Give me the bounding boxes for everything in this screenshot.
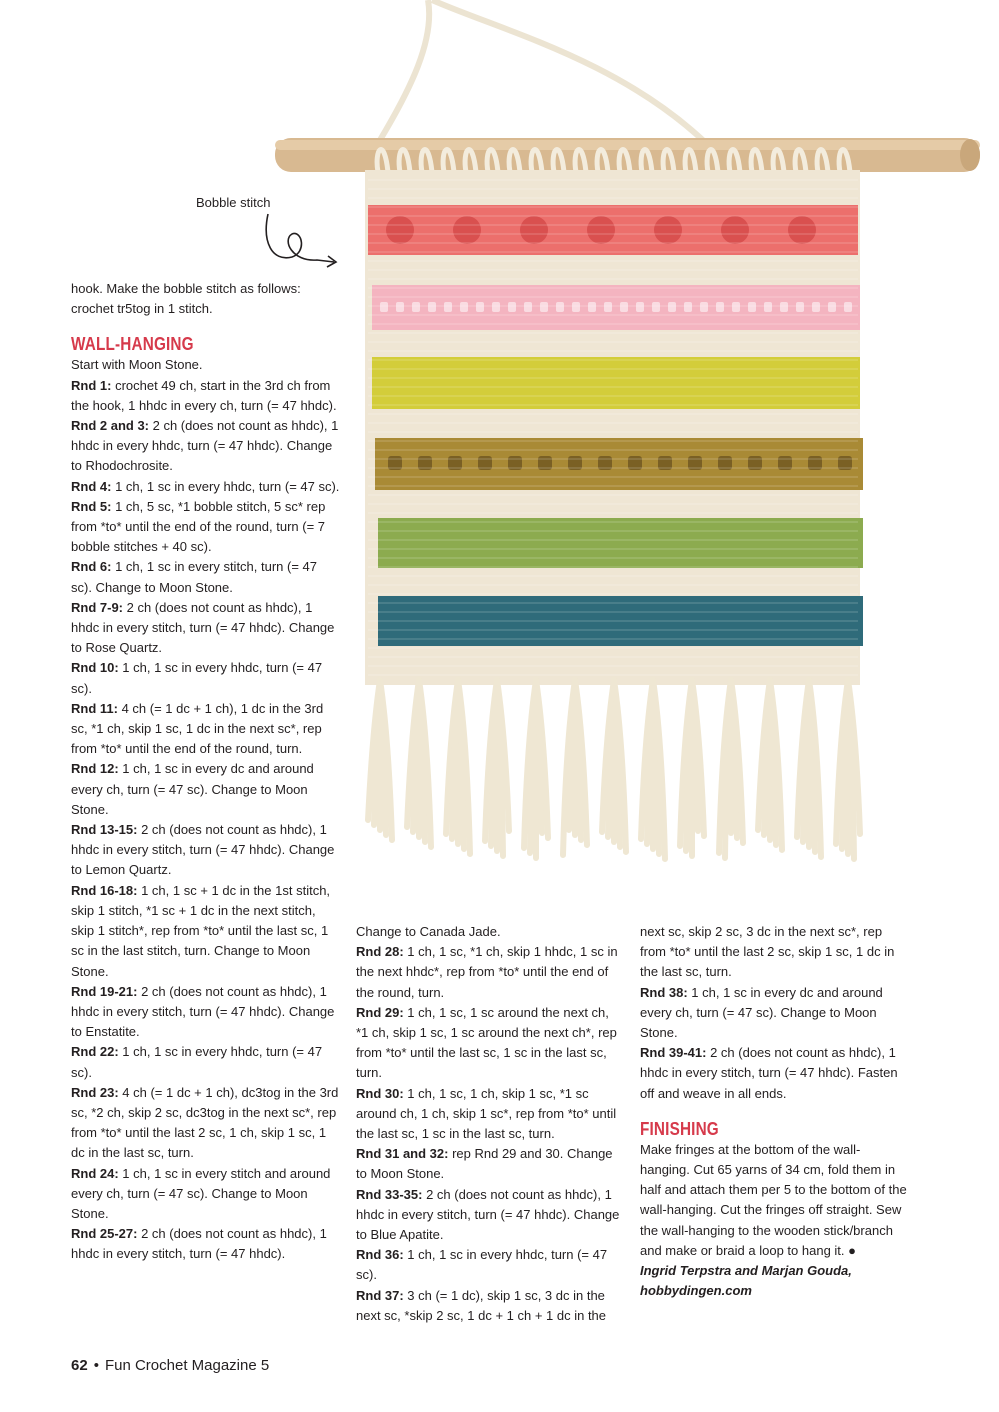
round-label: Rnd 33-35:: [356, 1186, 423, 1202]
round-label: Rnd 5:: [71, 498, 112, 514]
round-text: 1 ch, 1 sc, 1 sc around the next ch, *1 ch, skip 1 sc, 1 sc around the next ch*, rep from *to* until the last sc, 1 sc in the last sc, turn.: [356, 1004, 617, 1081]
round-label: Rnd 13-15:: [71, 822, 138, 838]
round-text: 1 ch, 1 sc in every stitch and around every ch, turn (= 47 sc). Change to Moon Stone.: [71, 1165, 331, 1221]
round-text: rep Rnd 29 and 30. Change to Moon Stone.: [356, 1146, 613, 1182]
round-instruction: [356, 942, 624, 1003]
round-label: Rnd 29:: [356, 1004, 404, 1020]
round-label: Rnd 19-21:: [71, 983, 138, 999]
round-instruction: [71, 376, 341, 416]
column-1: [71, 279, 341, 1265]
round-label: Rnd 10:: [71, 660, 119, 676]
round-label: Rnd 30:: [356, 1085, 404, 1101]
round-text: 3 ch (= 1 dc), skip 1 sc, 3 dc in the next sc, *skip 2 sc, 1 dc + 1 ch + 1 dc in the: [356, 1287, 607, 1323]
round-label: Rnd 7-9:: [71, 599, 123, 615]
round-label: Rnd 24:: [71, 1165, 119, 1181]
wall-hanging-photo: [260, 0, 999, 900]
round-label: Rnd 25-27:: [71, 1226, 138, 1242]
authors: Ingrid Terpstra and Marjan Gouda,: [640, 1263, 852, 1279]
round-instruction: [71, 1164, 341, 1225]
round-label: Rnd 36:: [356, 1247, 404, 1263]
website: hobbydingen.com: [640, 1283, 752, 1299]
round-text: 1 ch, 1 sc in every dc and around every ch, turn (= 47 sc). Change to Moon Stone.: [640, 984, 883, 1041]
round-text: 1 ch, 1 sc in every hhdc, turn (= 47 sc).: [71, 660, 323, 696]
round-text: 1 ch, 1 sc, 1 ch, skip 1 sc, *1 sc around ch, 1 ch, skip 1 sc*, rep from *to* until the last sc, 1 sc in the last sc, turn.: [356, 1085, 617, 1142]
intro-line-1: hook. Make the bobble stitch as follows:: [71, 281, 301, 296]
page-number: 62: [71, 1357, 88, 1374]
round-label: Rnd 39-41:: [640, 1045, 707, 1061]
finishing-heading: FINISHING: [640, 1118, 719, 1139]
column-3: [640, 922, 910, 1301]
round-label: Rnd 23:: [71, 1084, 119, 1100]
page-footer: [71, 1357, 269, 1374]
magazine-title: Fun Crochet Magazine 5: [104, 1357, 270, 1374]
column-3-lead: next sc, skip 2 sc, 3 dc in the next sc*, rep from *to* until the last 2 sc, skip 1 sc, 1 dc in the last sc, turn.: [640, 924, 895, 980]
round-instruction: [71, 598, 341, 659]
round-instruction: [640, 1043, 910, 1104]
round-instruction: [71, 416, 341, 477]
round-instruction: [71, 982, 341, 1043]
round-text: 2 ch (does not count as hhdc), 1 hhdc in every stitch, turn (= 47 hhdc). Change to Rose Quartz.: [71, 599, 335, 656]
round-label: Rnd 4:: [71, 478, 112, 494]
round-text: crochet 49 ch, start in the 3rd ch from the hook, 1 hhdc in every ch, turn (= 47 hhdc).: [71, 377, 337, 413]
round-text: 2 ch (does not count as hhdc), 1 hhdc in every stitch, turn (= 47 hhdc). Change to Blue Apatite.: [356, 1186, 620, 1243]
round-instruction: [356, 1245, 624, 1285]
round-label: Rnd 11:: [71, 700, 118, 716]
bobble-stitch-callout: Bobble stitch: [196, 195, 271, 210]
round-instruction: [71, 759, 341, 820]
round-text: 1 ch, 1 sc in every hhdc, turn (= 47 sc).: [111, 478, 340, 494]
round-label: Rnd 6:: [71, 559, 112, 575]
round-text: 1 ch, 1 sc + 1 dc in the 1st stitch, skip 1 stitch, *1 sc + 1 dc in the next stitch, skip 1 stitch*, rep from *to* until the last sc, 1 sc in the last stitch, turn. Change to Moon Stone.: [71, 882, 331, 979]
round-label: Rnd 22:: [71, 1044, 119, 1060]
footer-bullet: •: [93, 1357, 99, 1374]
round-text: 1 ch, 1 sc, *1 ch, skip 1 hhdc, 1 sc in the next hhdc*, rep from *to* until the end of the round, turn.: [356, 944, 618, 1000]
round-label: Rnd 2 and 3:: [71, 418, 150, 434]
round-label: Rnd 37:: [356, 1287, 404, 1303]
round-instruction: [356, 1185, 624, 1246]
round-text: 4 ch (= 1 dc + 1 ch), 1 dc in the 3rd sc, *1 ch, skip 1 sc, 1 dc in the next sc*, rep from *to* until the end of the round, turn.: [71, 700, 324, 757]
round-text: 1 ch, 1 sc in every stitch, turn (= 47 sc). Change to Moon Stone.: [71, 559, 318, 595]
round-instruction: [71, 1042, 341, 1082]
round-label: Rnd 31 and 32:: [356, 1146, 449, 1162]
round-text: 2 ch (does not count as hhdc), 1 hhdc in every stitch, turn (= 47 hhdc). Change to Enstatite.: [71, 983, 335, 1040]
round-instruction: [356, 1084, 624, 1145]
round-label: Rnd 12:: [71, 761, 119, 777]
column-2: [356, 922, 624, 1326]
round-label: Rnd 38:: [640, 984, 688, 1000]
round-text: 1 ch, 5 sc, *1 bobble stitch, 5 sc* rep from *to* until the end of the round, turn (= 7 bobble stitches + 40 sc).: [71, 498, 326, 555]
round-label: Rnd 28:: [356, 944, 404, 960]
round-text: 2 ch (does not count as hhdc), 1 hhdc in every stitch, turn (= 47 hhdc). Change to Lemon Quartz.: [71, 822, 335, 878]
intro-line-2: crochet tr5tog in 1 stitch.: [71, 301, 213, 317]
round-text: 2 ch (does not count as hhdc), 1 hhdc in every stitch, turn (= 47 hhdc). Fasten off and weave in all ends.: [640, 1045, 898, 1101]
round-instruction: [71, 557, 341, 597]
round-text: 4 ch (= 1 dc + 1 ch), dc3tog in the 3rd sc, *2 ch, skip 2 sc, dc3tog in the next sc*, rep from *to* until the last 2 sc, 1 ch, skip 1 sc, 1 dc in the last sc, turn.: [71, 1084, 339, 1161]
round-instruction: [71, 1224, 341, 1264]
round-instruction: [71, 1083, 341, 1164]
round-label: Rnd 16-18:: [71, 882, 138, 898]
round-instruction: [71, 881, 341, 982]
wall-hanging-intro: Start with Moon Stone.: [71, 357, 203, 373]
round-text: 2 ch (does not count as hhdc), 1 hhdc in every stitch, turn (= 47 hhdc).: [71, 1226, 327, 1262]
round-instruction: [356, 1003, 624, 1084]
round-instruction: [356, 1144, 624, 1184]
round-instruction: [71, 497, 341, 558]
curly-arrow-icon: [262, 212, 342, 277]
round-text: 2 ch (does not count as hhdc), 1 hhdc in every hhdc, turn (= 47 hhdc). Change to Rhodochrosite.: [71, 418, 339, 474]
round-text: 1 ch, 1 sc in every hhdc, turn (= 47 sc).: [71, 1044, 323, 1080]
round-instruction: [71, 820, 341, 881]
wall-hanging-heading: WALL-HANGING: [71, 334, 194, 355]
finishing-text: Make fringes at the bottom of the wall-hanging. Cut 65 yarns of 34 cm, fold them in half and attach them per 5 to the bottom of the wall-hanging. Cut the fringes off straight. Sew the wall-hanging to the wooden stick/branch and make or braid a loop to hang it. ●: [640, 1141, 907, 1258]
round-label: Rnd 1:: [71, 377, 112, 393]
column-2-lead: Change to Canada Jade.: [356, 924, 501, 939]
round-instruction: [71, 658, 341, 698]
round-text: 1 ch, 1 sc in every dc and around every ch, turn (= 47 sc). Change to Moon Stone.: [71, 761, 314, 817]
round-text: 1 ch, 1 sc in every hhdc, turn (= 47 sc).: [356, 1247, 608, 1283]
round-instruction: [71, 699, 341, 760]
round-instruction: [356, 1286, 624, 1326]
round-instruction: [71, 477, 341, 497]
round-instruction: [640, 983, 910, 1044]
